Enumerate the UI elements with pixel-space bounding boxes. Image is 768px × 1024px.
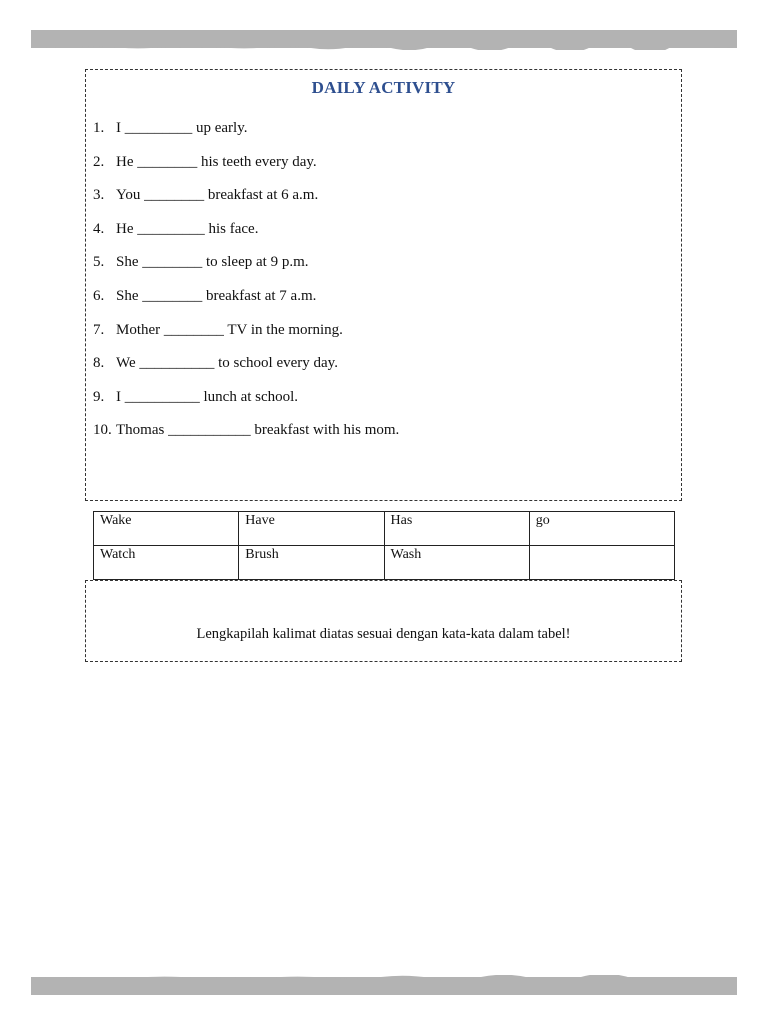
exercise-item bbox=[93, 353, 399, 387]
item-sentence: I __________ lunch at school. bbox=[116, 388, 299, 405]
instruction-frame bbox=[85, 580, 682, 662]
worksheet-title: DAILY ACTIVITY bbox=[311, 78, 456, 97]
footer-band bbox=[31, 977, 737, 995]
item-sentence: She ________ to sleep at 9 p.m. bbox=[116, 254, 309, 271]
exercise-item bbox=[93, 387, 399, 421]
word-bank-cell: Wake bbox=[94, 512, 239, 546]
item-sentence: He _________ his face. bbox=[116, 220, 259, 237]
item-number: 2. bbox=[93, 153, 105, 170]
item-number: 6. bbox=[93, 287, 105, 304]
item-number: 8. bbox=[93, 355, 105, 372]
word-bank-cell bbox=[529, 546, 674, 580]
item-sentence: I _________ up early. bbox=[116, 120, 248, 136]
item-number: 1. bbox=[93, 120, 105, 136]
footer-band-edge bbox=[31, 975, 737, 980]
header-band-edge bbox=[31, 45, 737, 50]
item-sentence: We __________ to school every day. bbox=[116, 355, 338, 372]
item-sentence: Mother ________ TV in the morning. bbox=[116, 321, 343, 338]
exercise-frame bbox=[85, 69, 682, 501]
item-number: 3. bbox=[93, 187, 105, 204]
item-sentence: Thomas ___________ breakfast with his mom. bbox=[116, 422, 400, 439]
item-number: 9. bbox=[93, 388, 105, 405]
exercise-item bbox=[93, 420, 399, 454]
exercise-item bbox=[93, 219, 399, 253]
exercise-list bbox=[93, 118, 399, 454]
exercise-item bbox=[93, 185, 399, 219]
exercise-item bbox=[93, 320, 399, 354]
instruction-text: Lengkapilah kalimat diatas sesuai dengan kata-kata dalam tabel! bbox=[196, 626, 571, 642]
exercise-item bbox=[93, 152, 399, 186]
item-number: 7. bbox=[93, 321, 105, 338]
word-bank-cell: Has bbox=[384, 512, 529, 546]
item-sentence: She ________ breakfast at 7 a.m. bbox=[116, 287, 317, 304]
word-bank-cell: Brush bbox=[239, 546, 384, 580]
item-number: 4. bbox=[93, 220, 105, 237]
header-band bbox=[31, 30, 737, 48]
word-bank-row bbox=[94, 512, 675, 546]
exercise-item bbox=[93, 252, 399, 286]
exercise-item bbox=[93, 286, 399, 320]
exercise-item bbox=[93, 118, 399, 152]
word-bank-cell: go bbox=[529, 512, 674, 546]
item-number: 5. bbox=[93, 254, 105, 271]
word-bank-row bbox=[94, 546, 675, 580]
item-sentence: He ________ his teeth every day. bbox=[116, 153, 317, 170]
word-bank-table bbox=[93, 511, 675, 580]
word-bank-cell: Wash bbox=[384, 546, 529, 580]
word-bank-cell: Watch bbox=[94, 546, 239, 580]
word-bank-cell: Have bbox=[239, 512, 384, 546]
item-sentence: You ________ breakfast at 6 a.m. bbox=[116, 187, 319, 204]
item-number: 10. bbox=[93, 422, 112, 439]
